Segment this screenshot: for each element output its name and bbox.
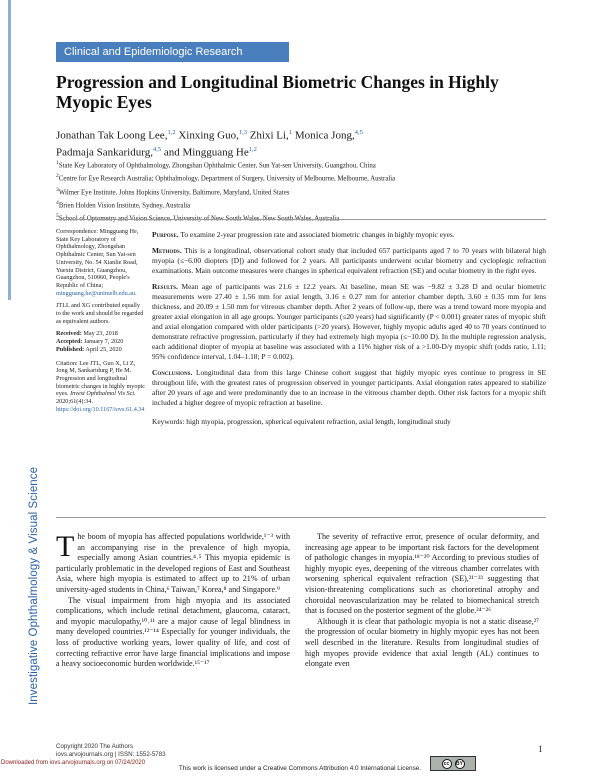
body-paragraph: The visual impairment from high myopia and its associated complications, which include retinal detachment, glaucoma, cataract, and myopic maculopathy,¹⁰˒¹¹ are a major cause of legal blindness in many developed countries.¹²⁻¹⁴ Especially for younger individuals, the loss of productive working years, lower quality of life, and cost of correcting refractive error have large financial implications and impose a heavy socioeconomic burden worldwide.¹⁵⁻¹⁷ — [56, 595, 290, 669]
correspondence: Correspondence: Mingguang He, State Key Laboratory of Ophthalmology, Zhongshan Ophthalmic Center, Sun Yat-sen University, No. 54 Xianlie Road, Yuexiu District, Guangzhou, Guangzhou, 510060, People's Republic of China; mingguang.he@unimelb.edu.au. — [56, 228, 139, 297]
author-affil-mark[interactable]: 4,5 — [152, 145, 162, 153]
body-paragraph: Although it is clear that pathologic myopia is not a static disease,²⁷ the progression of ocular biometry in highly myopic eyes has not been well described in the literature. Results from longitudinal studies of high myopes provide evidence that axial length (AL) continues to elongate even — [305, 616, 539, 669]
accepted-date: Accepted: January 7, 2020 — [56, 338, 124, 346]
divider — [56, 219, 546, 220]
author-name: Jonathan Tak Loong Lee, — [56, 129, 168, 142]
author-list — [56, 126, 556, 159]
attribution-icon: BY — [456, 760, 463, 767]
affiliation-item: $^4$Brien Holden Vision Institute, Sydney, Australia — [56, 199, 191, 210]
affiliation-item: $^3$Wilmer Eye Institute, Johns Hopkins University, Baltimore, Maryland, United States — [56, 186, 290, 196]
abstract-conclusions: Conclusions. Longitudinal data from this large Chinese cohort suggest that highly myopic eyes continue to progress in SE throughout life, with the greatest rates of progression observed in younger participants. Axial elongation rates appeared to stabilize after 20 years of age and were predominantly due to an increase in the vitreous chamber depth. Other risk factors for a myopic shift included a higher degree of myopic refraction at baseline. — [152, 368, 546, 407]
abstract-methods: Methods. This is a longitudinal, observational cohort study that included 657 participants aged 7 to 70 years with bilateral high myopia (≤−6.00 diopters [D]) and followed for 2 years. All participants underwent ocular biometry and cycloplegic refraction examinations. Main outcome measures were changes in spherical equivalent refraction (SE) and ocular biometry in the right eyes. — [152, 246, 546, 275]
license-statement: This work is licensed under a Creative Commons Attribution 4.0 International License. — [178, 765, 422, 772]
section-banner: Clinical and Epidemiologic Research — [56, 42, 289, 62]
doi-link[interactable]: https://doi.org/10.1167/iovs.61.4.34 — [56, 405, 145, 413]
author-name: and Mingguang He — [161, 146, 249, 159]
article-title: Progression and Longitudinal Biometric Changes in Highly Myopic Eyes — [56, 72, 499, 112]
article-info-sidebar — [56, 228, 146, 418]
journal-vertical-name: Investigative Ophthalmology & Visual Science — [28, 466, 40, 705]
author-name: Monica Jong, — [292, 129, 355, 142]
author-affil-mark[interactable]: 1 — [288, 129, 293, 136]
keywords: Keywords: high myopia, progression, spherical equivalent refraction, axial length, longitudinal study — [152, 417, 451, 426]
author-affil-mark[interactable]: 4,5 — [354, 129, 363, 136]
journal-side-bar — [8, 0, 11, 300]
citation: Citation: Lee JTL, Guo X, Li Z, Jong M, Sankaridurg P, He M. Progression and longitudinal biometric changes in highly myopic eyes. Invest Ophthalmol Vis Sci. 2020;61(4):34. https://doi.org/10.1167/iovs.61.4.34 — [56, 359, 146, 413]
body-column-left — [56, 532, 290, 670]
author-name: Zhixi Li, — [246, 129, 289, 142]
contribution-note: JTLL and XG contributed equally to the work and should be regarded as equivalent authors. — [56, 302, 144, 325]
journal-url-issn: iovs.arvojournals.org | ISSN: 1552-5783 — [56, 750, 166, 758]
affiliations — [56, 158, 556, 224]
author-name: Xinxing Guo, — [175, 129, 239, 142]
abstract — [152, 230, 546, 433]
body-paragraph: The boom of myopia has affected populations worldwide,¹⁻³ with an accompanying rise in the prevalence of high myopia, especially among Asian countries.⁴˒⁵ This myopia epidemic is particularly problematic in the developed regions of East and Southeast Asia, where high myopia is estimated to affect up to 21% of urban university-aged students in China,⁶ Taiwan,⁷ Korea,⁸ and Singapore.⁹ — [56, 530, 290, 594]
footer-info — [56, 743, 166, 759]
author-name: Padmaja Sankaridurg, — [56, 146, 153, 159]
abstract-results: Results. Mean age of participants was 21.6 ± 12.2 years. At baseline, mean SE was −9.82 ± 3.28 D and ocular biometric measurements were 27.40 ± 1.56 mm for axial length, 3.16 ± 0.27 mm for anterior chamber depth, 3.60 ± 0.35 mm for lens thickness, and 20.09 ± 1.50 mm for vitreous chamber depth. After 2 years of follow-up, there was a trend toward more myopia and greater axial elongation in all age groups. Younger participants (≤20 years) had significantly (P < 0.001) greater rates of myopic shift and axial elongation compared with older participants (>20 years). However, highly myopic adults aged 40 to 70 years continued to demonstrate refractive progression, particularly if they had extremely high myopia (≤−10.00 D). In the multiple regression analysis, each additional diopter of myopia at baseline was associated with a 11% higher risk of a >1.00-D/y myopic shift (odds ratio, 1.11; 95% confidence interval, 1.04–1.18; P = 0.002). — [152, 282, 546, 361]
affiliation-item: $^2$Centre for Eye Research Australia; Ophthalmology, Department of Surgery, University of Melbourne, Melbourne, Australia — [56, 173, 396, 183]
cc-icon: cc — [442, 759, 452, 769]
author-affil-mark[interactable]: 1,3 — [238, 129, 247, 136]
author-affil-mark[interactable]: 1,2 — [248, 145, 257, 153]
author-affil-mark[interactable]: 1,2 — [167, 129, 176, 136]
received-date: Received: May 23, 2018 — [56, 330, 118, 338]
drop-cap: T — [56, 530, 75, 563]
body-paragraph: The severity of refractive error, presence of ocular deformity, and increasing age appear to be important risk factors for the development of pathologic changes in myopia.¹⁸⁻²⁰ According to previous studies of highly myopic eyes, deepening of the vitreous chamber correlates with worsening spherical equivalent refraction (SE),²¹⁻²³ suggesting that vision-threatening complications such as chorioretinal atrophy and choroidal neovascularization may be related to biomechanical stretch that is focused on the posterior segment of the globe.²⁴⁻²⁶ — [305, 532, 539, 616]
download-stamp: Downloaded from iovs.arvojournals.org on 07/24/2020 — [1, 760, 146, 766]
affiliation-item: $^1$State Key Laboratory of Ophthalmology, Zhongshan Ophthalmic Center, Sun Yat-sen University, Guangzhou, China — [56, 160, 376, 170]
divider — [56, 517, 546, 518]
email-link[interactable]: mingguang.he@unimelb.edu.au. — [56, 289, 137, 297]
body-column-right — [305, 532, 539, 670]
affiliation-item: $^5$School of Optometry and Vision Science, University of New South Wales, New South Wales, Australia — [56, 213, 340, 223]
abstract-purpose: Purpose. To examine 2-year progression rate and associated biometric changes in highly myopic eyes. — [152, 230, 455, 239]
copyright: Copyright 2020 The Authors — [56, 743, 133, 750]
page-number: 1 — [538, 744, 543, 754]
published-date: Published: April 25, 2020 — [56, 345, 122, 353]
